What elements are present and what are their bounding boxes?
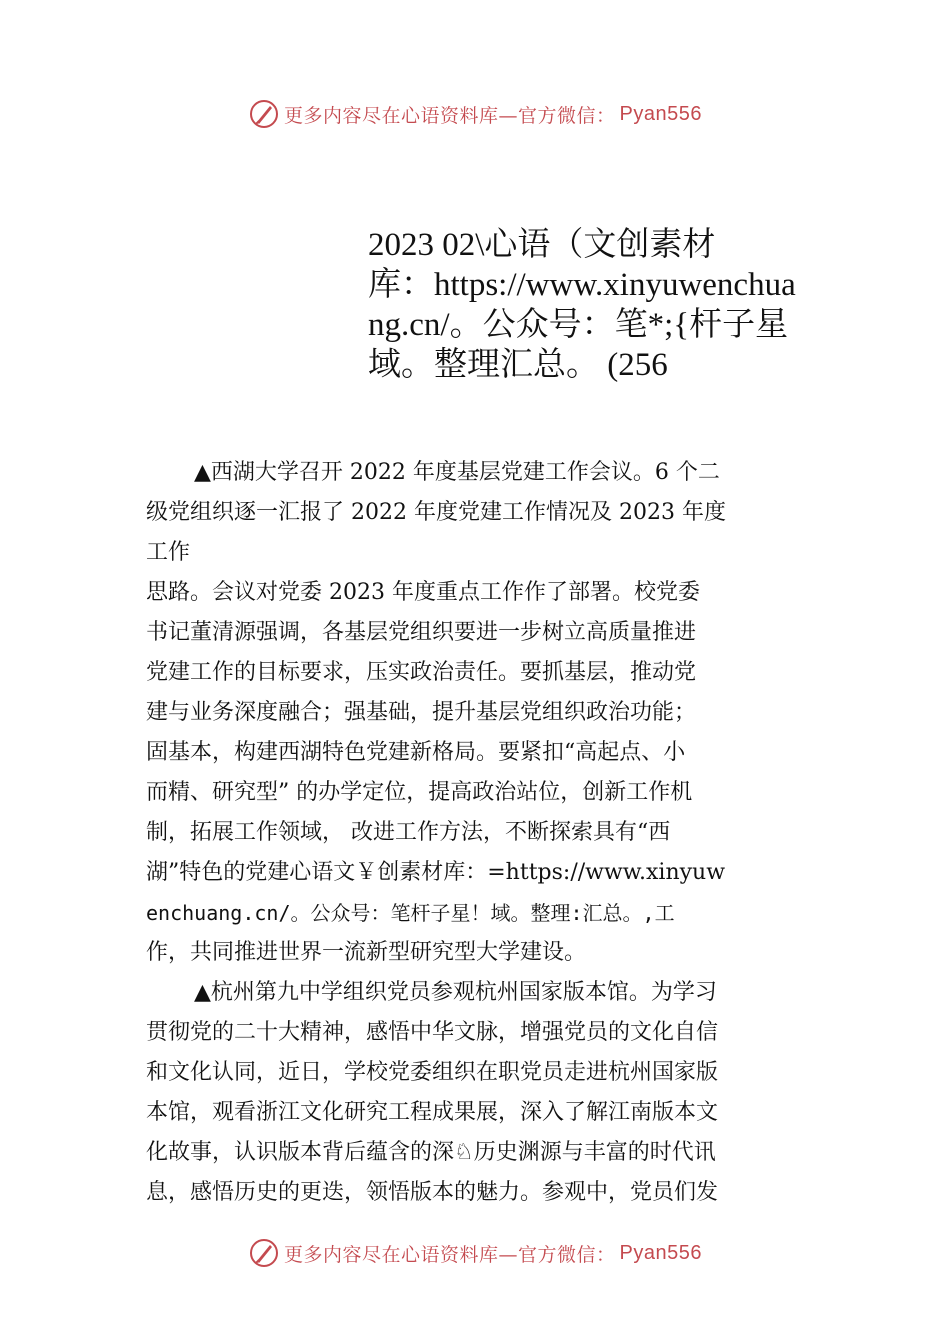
body-line: 书记董清源强调，各基层党组织要进一步树立高质量推进	[146, 620, 697, 645]
body-line: 工作	[146, 540, 191, 565]
header-banner	[0, 94, 950, 134]
title-line: 库：https://www.xinyuwenchua	[368, 267, 796, 303]
footer-banner	[0, 1233, 950, 1273]
quill-logo-icon	[248, 1237, 280, 1269]
title-line: 域。整理汇总。 (256	[368, 347, 668, 383]
banner-wechat-id: Pyan556	[619, 1241, 702, 1264]
body-line: 思路。会议对党委 2023 年度重点工作作了部署。校党委	[146, 580, 700, 605]
body-line: 建与业务深度融合；强基础，提升基层党组织政治功能；	[146, 700, 697, 725]
document-title	[368, 225, 828, 385]
banner-wechat-id: Pyan556	[619, 102, 702, 125]
body-line: 息，感悟历史的更迭，领悟版本的魅力。参观中，党员们发	[146, 1180, 719, 1205]
body-line: 化故事，认识版本背后蕴含的深♘历史渊源与丰富的时代讯	[146, 1140, 716, 1165]
body-line: 湖”特色的党建心语文￥创素材库：=https://www.xinyuw	[146, 860, 726, 885]
document-body	[146, 453, 810, 1213]
body-line: ▲西湖大学召开 2022 年度基层党建工作会议。6 个二	[194, 460, 720, 485]
body-line: 制，拓展工作领域， 改进工作方法，不断探索具有“西	[146, 820, 671, 845]
body-line: 和文化认同，近日，学校党委组织在职党员走进杭州国家版	[146, 1060, 719, 1085]
body-line: ▲杭州第九中学组织党员参观杭州国家版本馆。为学习	[194, 980, 717, 1005]
banner-text: 更多内容尽在心语资料库—官方微信：	[284, 1243, 616, 1266]
body-line: 级党组织逐一汇报了 2022 年度党建工作情况及 2023 年度	[146, 500, 726, 525]
body-line: 本馆，观看浙江文化研究工程成果展，深入了解江南版本文	[146, 1100, 719, 1125]
body-line: 贯彻党的二十大精神，感悟中华文脉，增强党员的文化自信	[146, 1020, 719, 1045]
banner-text: 更多内容尽在心语资料库—官方微信：	[284, 104, 616, 127]
body-line: 而精、研究型” 的办学定位，提高政治站位，创新工作机	[146, 780, 693, 805]
body-line: 固基本，构建西湖特色党建新格局。要紧扣“高起点、小	[146, 740, 686, 765]
quill-logo-icon	[248, 98, 280, 130]
title-line: ng.cn/。公众号：笔*;{杆子星	[368, 307, 789, 343]
body-line: enchuang.cn/。公众号：笔杆子星！域。整理:汇总。,工	[146, 901, 675, 925]
title-line: 2023 02\心语（文创素材	[368, 227, 716, 263]
body-line: 党建工作的目标要求，压实政治责任。要抓基层，推动党	[146, 660, 697, 685]
body-line: 作，共同推进世界一流新型研究型大学建设。	[146, 940, 587, 965]
